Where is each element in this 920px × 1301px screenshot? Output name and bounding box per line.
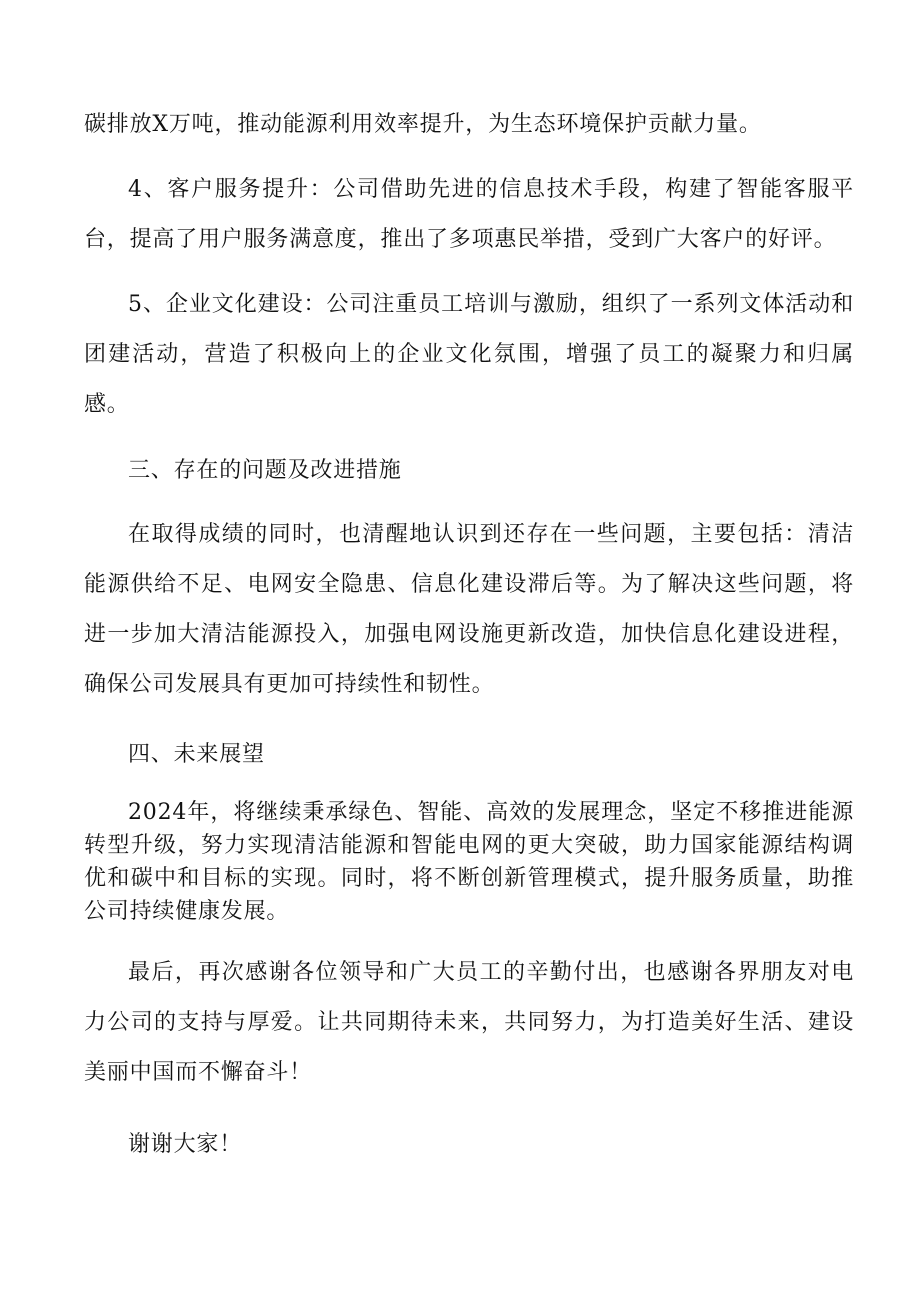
paragraph-closing-thanks: 谢谢大家！ [128,1132,243,1157]
paragraph-carbon-emission: 碳排放X万吨，推动能源利用效率提升，为生态环境保护贡献力量。 [84,112,762,137]
paragraph-acknowledgement: 最后，再次感谢各位领导和广大员工的辛勤付出，也感谢各界朋友对电力公司的支持与厚爱。让共同期待未来，共同努力，为打造美好生活、建设美丽中国而不懈奋斗！ [84,960,854,1085]
section-heading-outlook: 四、未来展望 [128,742,265,767]
paragraph-future-outlook: 2024年，将继续秉承绿色、智能、高效的发展理念，坚定不移推进能源转型升级，努力实现清洁能源和智能电网的更大突破，助力国家能源结构调优和碳中和目标的实现。同时，将不断创新管理模式，提升服务质量，助推公司持续健康发展。 [84,800,854,924]
paragraph-customer-service: 4、客户服务提升：公司借助先进的信息技术手段，构建了智能客服平台，提高了用户服务满意度，推出了多项惠民举措，受到广大客户的好评。 [84,177,854,252]
section-heading-problems: 三、存在的问题及改进措施 [128,458,402,483]
paragraph-corporate-culture: 5、企业文化建设：公司注重员工培训与激励，组织了一系列文体活动和团建活动，营造了积极向上的企业文化氛围，增强了员工的凝聚力和归属感。 [84,292,854,417]
paragraph-problems-measures: 在取得成绩的同时，也清醒地认识到还存在一些问题，主要包括：清洁能源供给不足、电网安全隐患、信息化建设滞后等。为了解决这些问题，将进一步加大清洁能源投入，加强电网设施更新改造，加快信息化建设进程，确保公司发展具有更加可持续性和韧性。 [84,522,854,697]
